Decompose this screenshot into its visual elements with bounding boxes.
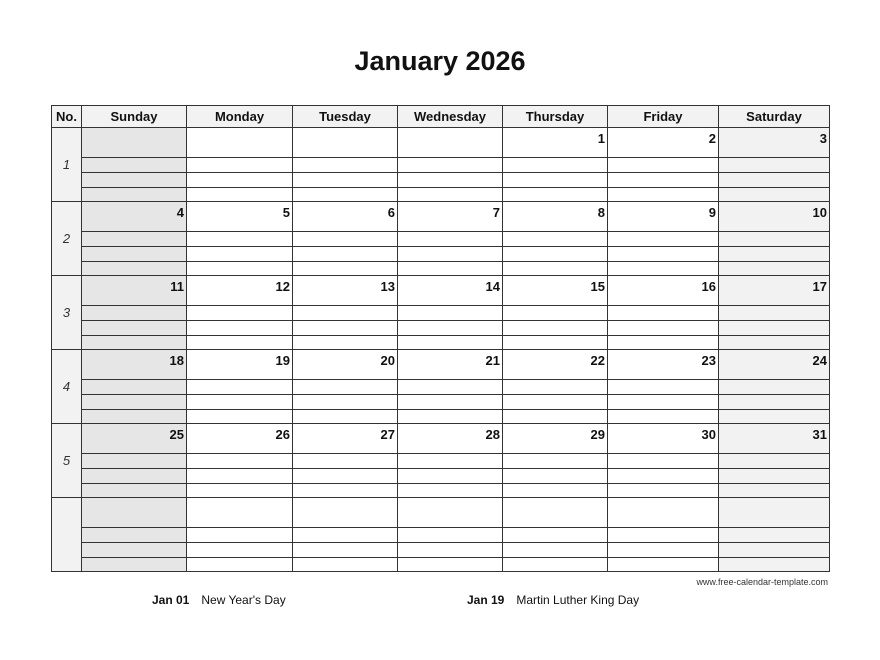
holiday-date: Jan 19 bbox=[467, 593, 505, 607]
writing-line bbox=[293, 335, 397, 336]
writing-line bbox=[719, 320, 829, 321]
writing-line bbox=[608, 246, 718, 247]
writing-line bbox=[293, 468, 397, 469]
day-number: 15 bbox=[590, 279, 605, 294]
writing-line bbox=[187, 379, 292, 380]
writing-line bbox=[82, 261, 186, 262]
writing-line bbox=[82, 557, 186, 558]
writing-line bbox=[398, 231, 502, 232]
week-row bbox=[52, 424, 830, 498]
column-header-sunday: Sunday bbox=[82, 106, 187, 128]
writing-line bbox=[398, 246, 502, 247]
day-cell[interactable] bbox=[82, 350, 187, 424]
writing-line bbox=[398, 394, 502, 395]
writing-line bbox=[187, 305, 292, 306]
day-cell[interactable] bbox=[503, 424, 608, 498]
day-cell[interactable] bbox=[293, 350, 398, 424]
day-number: 27 bbox=[380, 427, 395, 442]
column-header-thursday: Thursday bbox=[503, 106, 608, 128]
writing-line bbox=[608, 542, 718, 543]
writing-line bbox=[82, 187, 186, 188]
writing-line bbox=[398, 557, 502, 558]
writing-line bbox=[187, 453, 292, 454]
writing-line bbox=[398, 483, 502, 484]
writing-line bbox=[503, 394, 607, 395]
day-cell[interactable] bbox=[719, 350, 830, 424]
day-cell[interactable] bbox=[187, 202, 293, 276]
day-number: 13 bbox=[380, 279, 395, 294]
writing-line bbox=[719, 468, 829, 469]
day-cell[interactable] bbox=[608, 202, 719, 276]
writing-line bbox=[608, 527, 718, 528]
writing-line bbox=[82, 527, 186, 528]
writing-line bbox=[503, 453, 607, 454]
day-cell[interactable] bbox=[398, 202, 503, 276]
writing-line bbox=[719, 335, 829, 336]
writing-line bbox=[503, 379, 607, 380]
day-cell[interactable] bbox=[398, 128, 503, 202]
writing-line bbox=[82, 335, 186, 336]
writing-line bbox=[503, 320, 607, 321]
writing-line bbox=[608, 483, 718, 484]
week-row bbox=[52, 276, 830, 350]
writing-line bbox=[293, 557, 397, 558]
writing-line bbox=[398, 335, 502, 336]
writing-line bbox=[608, 305, 718, 306]
day-cell[interactable] bbox=[293, 276, 398, 350]
day-number: 23 bbox=[701, 353, 716, 368]
day-cell[interactable] bbox=[719, 276, 830, 350]
writing-line bbox=[293, 453, 397, 454]
column-header-wednesday: Wednesday bbox=[398, 106, 503, 128]
week-number bbox=[52, 498, 82, 572]
writing-line bbox=[82, 379, 186, 380]
writing-line bbox=[719, 172, 829, 173]
day-number: 28 bbox=[485, 427, 500, 442]
writing-line bbox=[82, 231, 186, 232]
writing-line bbox=[503, 557, 607, 558]
holiday-item bbox=[467, 593, 639, 607]
writing-line bbox=[187, 335, 292, 336]
day-cell[interactable] bbox=[82, 498, 187, 572]
writing-line bbox=[719, 187, 829, 188]
writing-line bbox=[503, 231, 607, 232]
day-cell[interactable] bbox=[293, 128, 398, 202]
writing-line bbox=[719, 483, 829, 484]
day-number: 2 bbox=[708, 131, 716, 146]
writing-line bbox=[503, 246, 607, 247]
writing-line bbox=[293, 394, 397, 395]
day-cell[interactable] bbox=[719, 128, 830, 202]
writing-line bbox=[293, 261, 397, 262]
writing-line bbox=[293, 231, 397, 232]
writing-line bbox=[187, 172, 292, 173]
writing-line bbox=[503, 542, 607, 543]
day-cell[interactable] bbox=[503, 128, 608, 202]
writing-line bbox=[398, 453, 502, 454]
writing-line bbox=[82, 305, 186, 306]
writing-line bbox=[293, 379, 397, 380]
writing-line bbox=[608, 335, 718, 336]
writing-line bbox=[719, 157, 829, 158]
day-cell[interactable] bbox=[187, 276, 293, 350]
writing-line bbox=[82, 172, 186, 173]
writing-line bbox=[398, 379, 502, 380]
writing-line bbox=[719, 453, 829, 454]
writing-line bbox=[608, 187, 718, 188]
day-number: 31 bbox=[812, 427, 827, 442]
week-row bbox=[52, 498, 830, 572]
writing-line bbox=[503, 527, 607, 528]
day-cell[interactable] bbox=[293, 498, 398, 572]
writing-line bbox=[293, 320, 397, 321]
week-number: 3 bbox=[52, 276, 82, 350]
writing-line bbox=[608, 468, 718, 469]
week-row bbox=[52, 128, 830, 202]
day-cell[interactable] bbox=[187, 350, 293, 424]
writing-line bbox=[398, 305, 502, 306]
day-cell[interactable] bbox=[293, 424, 398, 498]
writing-line bbox=[503, 187, 607, 188]
column-header-tuesday: Tuesday bbox=[293, 106, 398, 128]
writing-line bbox=[719, 527, 829, 528]
writing-line bbox=[608, 379, 718, 380]
week-number: 1 bbox=[52, 128, 82, 202]
day-number: 11 bbox=[170, 279, 184, 294]
writing-line bbox=[503, 335, 607, 336]
holiday-name: Martin Luther King Day bbox=[516, 593, 640, 607]
day-number: 6 bbox=[387, 205, 395, 220]
writing-line bbox=[398, 261, 502, 262]
writing-line bbox=[503, 261, 607, 262]
day-cell[interactable] bbox=[608, 350, 719, 424]
writing-line bbox=[719, 394, 829, 395]
day-number: 21 bbox=[485, 353, 500, 368]
writing-line bbox=[187, 231, 292, 232]
day-number: 8 bbox=[597, 205, 605, 220]
writing-line bbox=[608, 261, 718, 262]
day-number: 10 bbox=[812, 205, 827, 220]
week-number: 5 bbox=[52, 424, 82, 498]
day-number: 26 bbox=[275, 427, 290, 442]
writing-line bbox=[82, 409, 186, 410]
day-number: 7 bbox=[492, 205, 500, 220]
writing-line bbox=[187, 409, 292, 410]
day-cell[interactable] bbox=[398, 276, 503, 350]
day-cell[interactable] bbox=[82, 424, 187, 498]
day-cell[interactable] bbox=[503, 498, 608, 572]
writing-line bbox=[608, 409, 718, 410]
day-number: 12 bbox=[275, 279, 290, 294]
day-cell[interactable] bbox=[187, 424, 293, 498]
day-cell[interactable] bbox=[719, 202, 830, 276]
day-cell[interactable] bbox=[719, 498, 830, 572]
day-number: 19 bbox=[275, 353, 290, 368]
column-header-saturday: Saturday bbox=[719, 106, 830, 128]
writing-line bbox=[608, 231, 718, 232]
day-cell[interactable] bbox=[608, 498, 719, 572]
writing-line bbox=[503, 305, 607, 306]
day-cell[interactable] bbox=[82, 276, 187, 350]
writing-line bbox=[187, 157, 292, 158]
writing-line bbox=[503, 468, 607, 469]
writing-line bbox=[608, 557, 718, 558]
day-cell[interactable] bbox=[608, 128, 719, 202]
writing-line bbox=[187, 557, 292, 558]
week-row bbox=[52, 350, 830, 424]
writing-line bbox=[719, 379, 829, 380]
writing-line bbox=[398, 172, 502, 173]
writing-line bbox=[82, 542, 186, 543]
day-number: 18 bbox=[169, 353, 184, 368]
day-cell[interactable] bbox=[503, 276, 608, 350]
day-cell[interactable] bbox=[398, 498, 503, 572]
writing-line bbox=[398, 409, 502, 410]
writing-line bbox=[608, 172, 718, 173]
writing-line bbox=[293, 246, 397, 247]
day-cell[interactable] bbox=[608, 424, 719, 498]
holiday-name: New Year's Day bbox=[201, 593, 286, 607]
writing-line bbox=[293, 483, 397, 484]
writing-line bbox=[503, 483, 607, 484]
column-header-no: No. bbox=[52, 106, 82, 128]
day-cell[interactable] bbox=[503, 202, 608, 276]
day-number: 22 bbox=[590, 353, 605, 368]
writing-line bbox=[719, 246, 829, 247]
day-number: 4 bbox=[176, 205, 184, 220]
writing-line bbox=[719, 261, 829, 262]
day-number: 16 bbox=[701, 279, 716, 294]
week-number: 4 bbox=[52, 350, 82, 424]
writing-line bbox=[187, 542, 292, 543]
day-number: 5 bbox=[282, 205, 290, 220]
day-number: 3 bbox=[819, 131, 827, 146]
writing-line bbox=[719, 305, 829, 306]
writing-line bbox=[293, 305, 397, 306]
writing-line bbox=[398, 157, 502, 158]
day-number: 9 bbox=[708, 205, 716, 220]
writing-line bbox=[503, 157, 607, 158]
writing-line bbox=[82, 394, 186, 395]
calendar-title: January 2026 bbox=[354, 46, 526, 76]
day-number: 29 bbox=[590, 427, 605, 442]
writing-line bbox=[293, 527, 397, 528]
writing-line bbox=[187, 394, 292, 395]
writing-line bbox=[608, 320, 718, 321]
writing-line bbox=[82, 468, 186, 469]
writing-line bbox=[293, 172, 397, 173]
day-cell[interactable] bbox=[187, 498, 293, 572]
day-cell[interactable] bbox=[82, 128, 187, 202]
day-number: 1 bbox=[597, 131, 605, 146]
column-header-monday: Monday bbox=[187, 106, 293, 128]
writing-line bbox=[398, 527, 502, 528]
writing-line bbox=[719, 557, 829, 558]
holiday-item bbox=[152, 593, 286, 607]
writing-line bbox=[82, 157, 186, 158]
day-cell[interactable] bbox=[719, 424, 830, 498]
writing-line bbox=[503, 172, 607, 173]
writing-line bbox=[187, 527, 292, 528]
day-number: 17 bbox=[812, 279, 827, 294]
writing-line bbox=[187, 320, 292, 321]
website-credit: www.free-calendar-template.com bbox=[696, 577, 828, 587]
day-cell[interactable] bbox=[82, 202, 187, 276]
writing-line bbox=[187, 187, 292, 188]
header-row bbox=[52, 106, 830, 128]
day-cell[interactable] bbox=[503, 350, 608, 424]
writing-line bbox=[293, 542, 397, 543]
writing-line bbox=[503, 409, 607, 410]
writing-line bbox=[293, 409, 397, 410]
writing-line bbox=[719, 231, 829, 232]
day-number: 30 bbox=[701, 427, 716, 442]
day-cell[interactable] bbox=[293, 202, 398, 276]
writing-line bbox=[293, 187, 397, 188]
calendar-grid bbox=[51, 105, 830, 572]
writing-line bbox=[82, 453, 186, 454]
writing-line bbox=[608, 453, 718, 454]
week-number: 2 bbox=[52, 202, 82, 276]
day-cell[interactable] bbox=[187, 128, 293, 202]
week-row bbox=[52, 202, 830, 276]
writing-line bbox=[608, 157, 718, 158]
writing-line bbox=[398, 468, 502, 469]
day-number: 14 bbox=[485, 279, 500, 294]
day-cell[interactable] bbox=[398, 350, 503, 424]
writing-line bbox=[719, 409, 829, 410]
writing-line bbox=[187, 483, 292, 484]
writing-line bbox=[293, 157, 397, 158]
day-cell[interactable] bbox=[398, 424, 503, 498]
day-number: 24 bbox=[812, 353, 827, 368]
holiday-date: Jan 01 bbox=[152, 593, 190, 607]
day-number: 20 bbox=[380, 353, 395, 368]
writing-line bbox=[398, 542, 502, 543]
writing-line bbox=[187, 261, 292, 262]
day-number: 25 bbox=[169, 427, 184, 442]
writing-line bbox=[398, 187, 502, 188]
day-cell[interactable] bbox=[608, 276, 719, 350]
writing-line bbox=[719, 542, 829, 543]
writing-line bbox=[82, 246, 186, 247]
writing-line bbox=[187, 246, 292, 247]
writing-line bbox=[187, 468, 292, 469]
column-header-friday: Friday bbox=[608, 106, 719, 128]
writing-line bbox=[398, 320, 502, 321]
writing-line bbox=[82, 483, 186, 484]
writing-line bbox=[82, 320, 186, 321]
writing-line bbox=[608, 394, 718, 395]
